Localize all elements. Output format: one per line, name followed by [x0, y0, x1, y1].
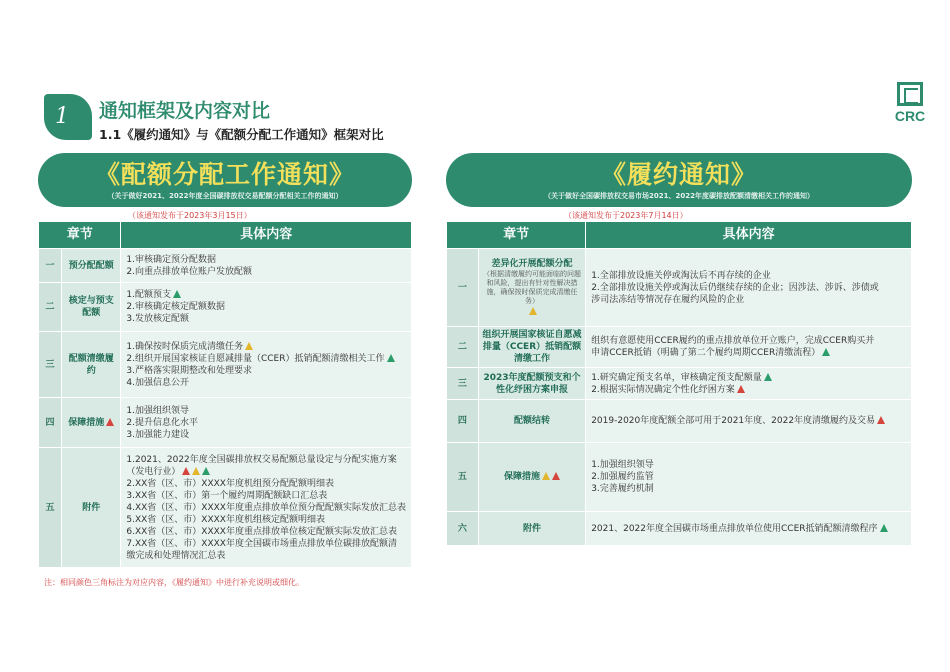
content-line: [126, 266, 406, 278]
content-text: 1.审核确定预分配数据: [126, 254, 216, 265]
chapter-name-text: 2023年度配额预支和个性化纾困方案申报: [483, 372, 581, 395]
left-table: [38, 221, 412, 568]
content-text: 4.加强信息公开: [126, 377, 189, 388]
chapter-number: 六: [447, 512, 479, 546]
table-row: [447, 512, 912, 546]
table-row: [39, 283, 412, 332]
header-content: 具体内容: [121, 222, 412, 249]
content-text: 1.研究确定预支名单，审核确定预支配额量: [591, 372, 762, 383]
content-line: [126, 313, 406, 325]
content-text: 2.根据实际情况确定个性化纾困方案: [591, 384, 735, 395]
chapter-name: [478, 249, 585, 327]
table-row: [39, 398, 412, 448]
content-text: 3.严格落实限期整改和处理要求: [126, 365, 252, 376]
content-text: 1.加强组织领导: [591, 460, 654, 470]
content-text: 2.向重点排放单位账户发放配额: [126, 266, 252, 277]
chapter-name: [62, 398, 121, 448]
content-text: 2021、2022年度全国碳市场重点排放单位使用CCER抵销配额清缴程序: [591, 523, 878, 534]
chapter-name: [62, 332, 121, 398]
table-row: [447, 327, 912, 368]
section-subtitle: 1.1《履约通知》与《配额分配工作通知》框架对比: [99, 127, 384, 142]
content-text: 1.加强组织领导: [126, 405, 189, 416]
chapter-number: 四: [39, 398, 62, 448]
section-title: 通知框架及内容对比: [99, 100, 271, 122]
chapter-name-text: 核定与预支配额: [68, 296, 114, 318]
content-text: 缴完成和处理情况汇总表: [126, 550, 226, 561]
red-triangle-icon: [737, 385, 745, 393]
chapter-content: [121, 332, 412, 398]
chapter-name-text: 附件: [82, 502, 101, 513]
chapter-content: [586, 327, 912, 368]
chapter-content: [586, 368, 912, 400]
left-title: 《配额分配工作通知》: [94, 160, 355, 189]
content-text: 涉司法冻结等情况存在履约风险的企业: [591, 294, 745, 305]
table-row: [39, 448, 412, 568]
chapter-number: 一: [39, 249, 62, 283]
content-line: [126, 538, 406, 550]
content-line: [126, 514, 406, 526]
table-row: [447, 443, 912, 512]
content-line: [126, 301, 406, 313]
green-triangle-icon: [173, 290, 181, 298]
content-line: [126, 405, 406, 417]
chapter-content: [586, 443, 912, 512]
content-line: [591, 459, 906, 471]
yellow-triangle-icon: [192, 467, 200, 475]
content-line: [591, 347, 906, 359]
table-header: [447, 222, 912, 249]
chapter-name: [62, 283, 121, 332]
chapter-number: 一: [447, 249, 479, 327]
chapter-name: [478, 443, 585, 512]
green-triangle-icon: [764, 373, 772, 381]
content-text: 7.XX省（区、市）XXXX年度全国碳市场重点排放单位碳排放配额清: [126, 538, 397, 549]
content-line: [126, 490, 406, 502]
yellow-triangle-icon: [529, 307, 537, 315]
content-line: [126, 254, 406, 266]
content-text: 2.XX省（区、市）XXXX年度机组预分配配额明细表: [126, 478, 334, 489]
table-row: [39, 249, 412, 283]
chapter-content: [121, 398, 412, 448]
table-row: [39, 332, 412, 398]
green-triangle-icon: [387, 354, 395, 362]
footnote: 注：相同颜色三角标注为对应内容，《履约通知》中进行补充说明或细化。: [44, 578, 304, 587]
content-line: [591, 372, 906, 384]
content-line: [126, 341, 406, 353]
chapter-name-text: 附件: [522, 523, 541, 534]
content-line: [126, 429, 406, 441]
chapter-number: 二: [39, 283, 62, 332]
content-text: 申请CCER抵销（明确了第二个履约周期CCER清缴流程）: [591, 348, 821, 358]
chapter-content: [121, 283, 412, 332]
content-line: [591, 294, 906, 306]
crc-logo: [888, 82, 932, 124]
right-date: （该通知发布于2023年7月14日）: [564, 211, 688, 220]
content-line: [126, 466, 406, 478]
content-text: 3.XX省（区、市）第一个履约周期配额缺口汇总表: [126, 490, 328, 501]
content-text: 3.加强能力建设: [126, 429, 189, 440]
yellow-triangle-icon: [245, 342, 253, 350]
green-triangle-icon: [202, 467, 210, 475]
chapter-name: [478, 400, 585, 443]
chapter-name: [62, 249, 121, 283]
content-line: [126, 478, 406, 490]
header-chapter: 章节: [39, 222, 121, 249]
chapter-number: 三: [447, 368, 479, 400]
content-text: 1.2021、2022年度全国碳排放权交易配额总量设定与分配实施方案: [126, 454, 397, 465]
content-text: 2.提升信息化水平: [126, 417, 198, 428]
right-table: [446, 221, 912, 546]
chapter-number: 三: [39, 332, 62, 398]
content-line: [126, 377, 406, 389]
chapter-name-text: 预分配配额: [68, 260, 114, 271]
right-subtitle: （关于做好全国碳排放权交易市场2021、2022年度碳排放配额清缴相关工作的通知）: [544, 192, 814, 200]
content-line: [126, 526, 406, 538]
chapter-name: [478, 368, 585, 400]
left-subtitle: （关于做好2021、2022年度全国碳排放权交易配额分配相关工作的通知）: [107, 192, 343, 200]
crc-logo-icon: [897, 82, 923, 106]
chapter-number: 五: [39, 448, 62, 568]
content-line: [591, 415, 906, 427]
chapter-name-text: 保障措施: [503, 472, 540, 482]
right-title-banner: [446, 153, 912, 207]
content-text: 2.全部排放设施关停或淘汰后仍继续存续的企业；因涉法、涉诉、涉债或: [591, 282, 879, 293]
content-text: 2019-2020年度配额全部可用于2021年度、2022年度清缴履约及交易: [591, 416, 876, 426]
content-line: [591, 471, 906, 483]
table-row: [447, 249, 912, 327]
chapter-content: [586, 400, 912, 443]
table-header: [39, 222, 412, 249]
content-text: 1.全部排放设施关停或淘汰后不再存续的企业: [591, 270, 771, 281]
content-text: 2.审核确定核定配额数据: [126, 302, 225, 312]
chapter-number: 二: [447, 327, 479, 368]
content-line: [591, 384, 906, 396]
yellow-triangle-icon: [542, 472, 550, 480]
content-line: [126, 353, 406, 365]
header-chapter: 章节: [447, 222, 586, 249]
content-text: 1.配额预支: [126, 290, 171, 300]
content-line: [591, 523, 906, 535]
chapter-name-text: 保障措施: [68, 417, 105, 428]
red-triangle-icon: [877, 416, 885, 424]
chapter-content: [121, 249, 412, 283]
chapter-number: 四: [447, 400, 479, 443]
chapter-name: [478, 512, 585, 546]
content-line: [126, 550, 406, 562]
left-date: （该通知发布于2023年3月15日）: [128, 211, 252, 220]
content-line: [126, 417, 406, 429]
content-line: [591, 270, 906, 282]
red-triangle-icon: [182, 467, 190, 475]
chapter-name: [478, 327, 585, 368]
right-title: 《履约通知》: [600, 160, 757, 189]
content-text: 2.加强履约监管: [591, 472, 654, 482]
content-text: 1.确保按时保质完成清缴任务: [126, 341, 243, 352]
content-text: 6.XX省（区、市）XXXX年度重点排放单位核定配额实际发放汇总表: [126, 526, 397, 537]
header-content: 具体内容: [586, 222, 912, 249]
content-text: 组织有意愿使用CCER履约的重点排放单位开立账户，完成CCER购买并: [591, 336, 875, 346]
green-triangle-icon: [822, 348, 830, 356]
content-line: [591, 282, 906, 294]
chapter-name-text: 组织开展国家核证自愿减排量（CCER）抵销配额清缴工作: [482, 330, 582, 364]
chapter-number: 五: [447, 443, 479, 512]
chapter-content: [121, 448, 412, 568]
content-line: [126, 289, 406, 301]
chapter-name: [62, 448, 121, 568]
chapter-content: [586, 249, 912, 327]
red-triangle-icon: [552, 472, 560, 480]
table-row: [447, 400, 912, 443]
red-triangle-icon: [106, 418, 114, 426]
content-text: 2.组织开展国家核证自愿减排量（CCER）抵销配额清缴相关工作: [126, 353, 385, 364]
chapter-name-text: 差异化开展配额分配: [491, 258, 573, 269]
chapter-note: （根据清缴履约可能面临的问题和风险，提出有针对性解决措施，确保按时保质完成清缴任务）: [482, 269, 581, 305]
table-row: [447, 368, 912, 400]
content-line: [591, 335, 906, 347]
content-text: 5.XX省（区、市）XXXX年度机组核定配额明细表: [126, 514, 325, 525]
content-text: 3.发放核定配额: [126, 314, 189, 324]
chapter-name-text: 配额清缴履约: [68, 353, 114, 376]
content-text: 4.XX省（区、市）XXXX年度重点排放单位预分配配额实际发放汇总表: [126, 502, 406, 513]
chapter-name-text: 配额结转: [513, 416, 550, 426]
chapter-content: [586, 512, 912, 546]
content-text: 3.完善履约机制: [591, 484, 654, 494]
content-line: [126, 365, 406, 377]
content-line: [126, 454, 406, 466]
section-number: 1: [55, 104, 69, 129]
crc-logo-text: CRC: [894, 108, 926, 124]
green-triangle-icon: [880, 524, 888, 532]
content-line: [126, 502, 406, 514]
left-title-banner: [38, 153, 412, 207]
content-text: （发电行业）: [126, 466, 181, 477]
content-line: [591, 483, 906, 495]
